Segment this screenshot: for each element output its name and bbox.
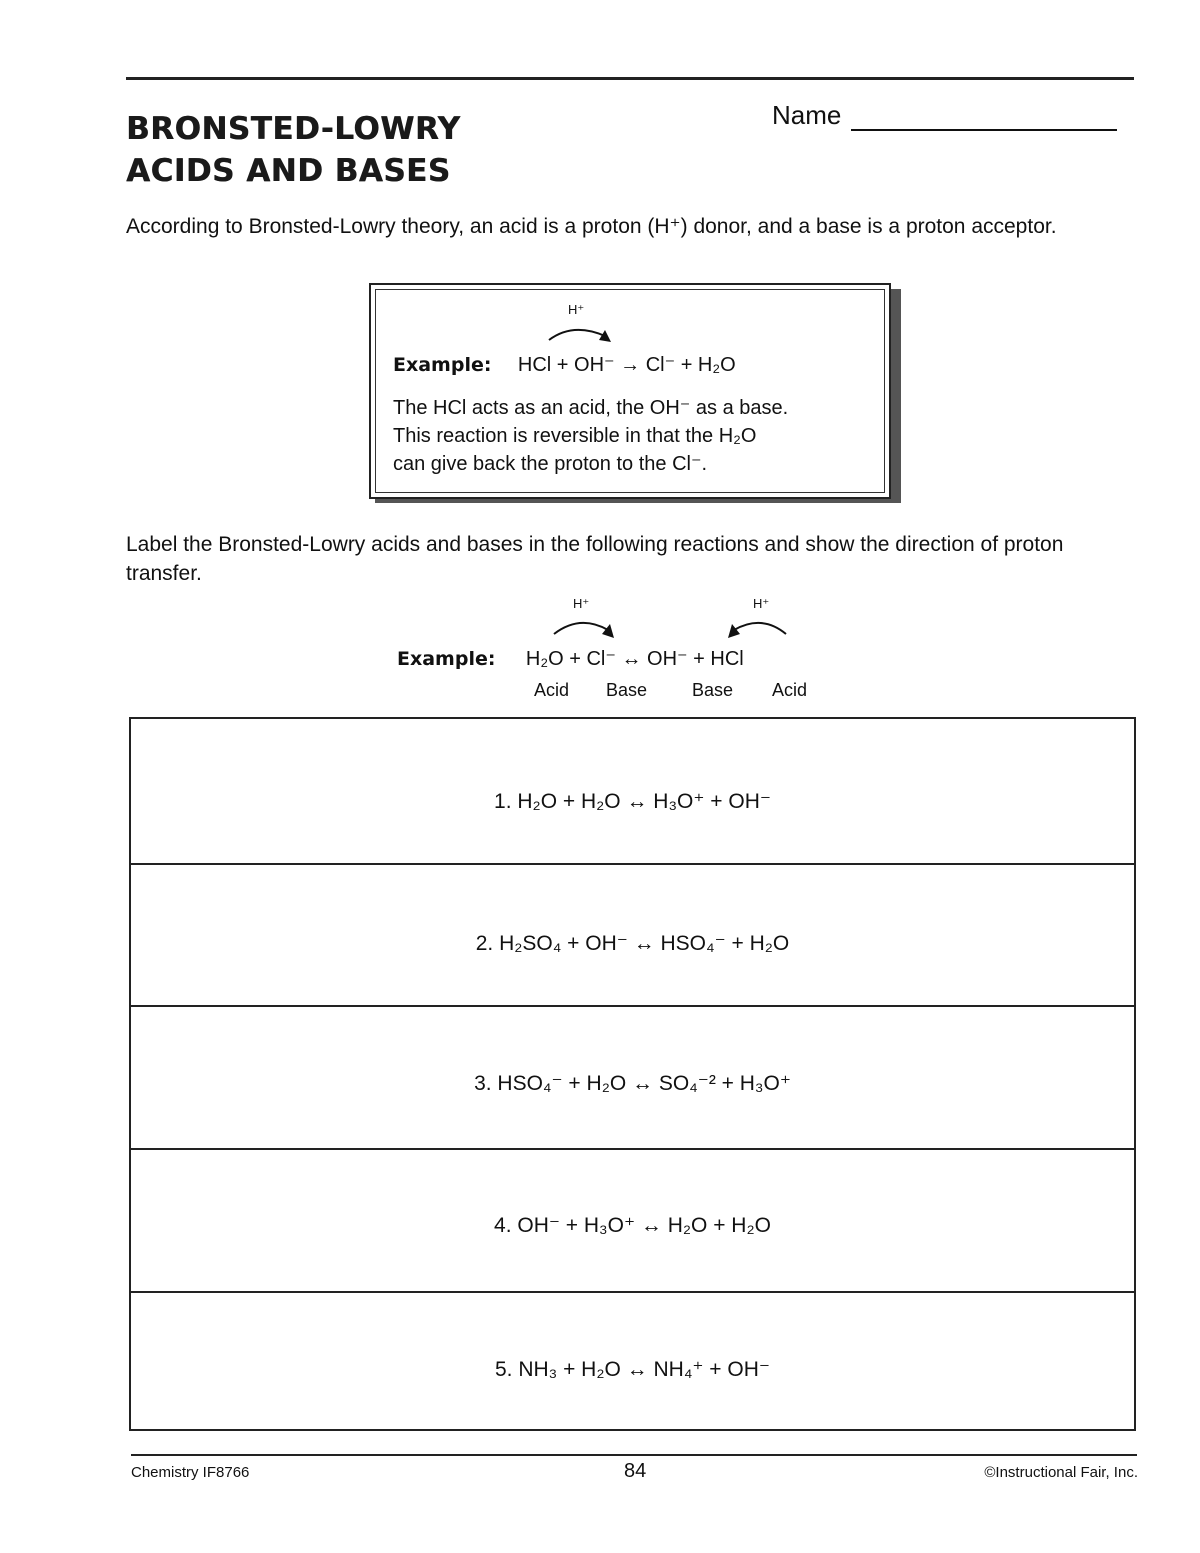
example-label: Example: [393, 354, 492, 376]
footer-book-code: Chemistry IF8766 [131, 1464, 250, 1481]
example-explanation [393, 394, 788, 478]
table-row[interactable] [131, 863, 1134, 1007]
title-line-2: ACIDS AND BASES [126, 153, 451, 189]
proton-transfer-arrow-icon [722, 612, 792, 642]
example2-label-acid: Acid [772, 680, 808, 700]
table-row[interactable] [131, 1005, 1134, 1150]
table-row[interactable] [131, 719, 1134, 865]
top-rule [126, 77, 1134, 80]
footer-rule [131, 1454, 1137, 1456]
example2-row [397, 646, 744, 671]
proton-transfer-label-left: H⁺ [573, 596, 590, 611]
proton-transfer-label-right: H⁺ [753, 596, 770, 611]
intro-paragraph: According to Bronsted-Lowry theory, an acid is a proton (H⁺) donor, and a base is a proton acceptor. [126, 215, 1057, 238]
example2-equation: H₂O + Cl⁻ ↔ OH⁻ + HCl [525, 648, 744, 670]
explanation-line-2: This reaction is reversible in that the H₂O [393, 425, 757, 447]
reactions-table [129, 717, 1136, 1431]
page-number: 84 [624, 1460, 647, 1482]
table-row[interactable] [131, 1291, 1134, 1431]
name-field[interactable] [772, 100, 1117, 131]
example2-label-acid: Acid [534, 680, 570, 700]
table-row[interactable] [131, 1148, 1134, 1293]
example-row [393, 352, 736, 377]
example2-label: Example: [397, 648, 496, 670]
name-label: Name [772, 100, 842, 130]
example2-label-base: Base [692, 680, 734, 700]
proton-transfer-arrow-icon [545, 318, 615, 348]
reaction-4: 4. OH⁻ + H₃O⁺ ↔ H₂O + H₂O [494, 1214, 771, 1237]
proton-transfer-arrow-icon [550, 612, 620, 642]
reaction-2: 2. H₂SO₄ + OH⁻ ↔ HSO₄⁻ + H₂O [475, 932, 790, 955]
name-blank-line[interactable] [851, 103, 1117, 131]
footer-copyright: ©Instructional Fair, Inc. [984, 1464, 1138, 1481]
example2-label-base: Base [606, 680, 648, 700]
page-title [126, 108, 460, 192]
example-equation: HCl + OH⁻ → Cl⁻ + H₂O [517, 354, 736, 376]
reaction-3: 3. HSO₄⁻ + H₂O ↔ SO₄⁻² + H₃O⁺ [474, 1072, 791, 1095]
proton-transfer-label: H⁺ [568, 302, 585, 317]
reaction-1: 1. H₂O + H₂O ↔ H₃O⁺ + OH⁻ [494, 790, 771, 813]
title-line-1: BRONSTED-LOWRY [126, 111, 461, 147]
explanation-line-3: can give back the proton to the Cl⁻. [393, 453, 708, 475]
instructions-paragraph: Label the Bronsted-Lowry acids and bases in the following reactions and show the direction of proton transfer. [126, 533, 1064, 585]
reaction-5: 5. NH₃ + H₂O ↔ NH₄⁺ + OH⁻ [495, 1358, 770, 1381]
explanation-line-1: The HCl acts as an acid, the OH⁻ as a base. [393, 397, 789, 419]
